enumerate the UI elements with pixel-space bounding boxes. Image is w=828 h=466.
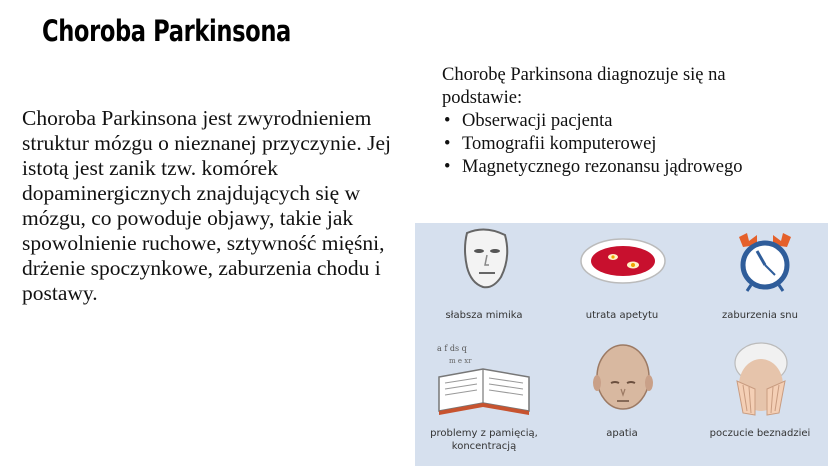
svg-text:m e xr: m e xr (449, 357, 472, 365)
symptom-card (553, 341, 691, 459)
bald-head-icon (591, 343, 655, 419)
diagnosis-section (442, 64, 802, 179)
diagnosis-list (442, 110, 802, 179)
description-text: Choroba Parkinsona jest zwyrodnieniem struktur mózgu o nieznanej przyczynie. Jej istotą jest zanik tzw. komórek dopaminergicznych znajdujących się w mózgu, co powoduje objawy, takie jak spowolnienie ruchowe, sztywność mięśni, drżenie spoczynkowe, zaburzenia chodu i postawy. (22, 106, 391, 305)
diagnosis-item: • Magnetycznego rezonansu jądrowego (442, 156, 802, 179)
symptom-label: utrata apetytu (585, 310, 659, 321)
symptom-card (415, 223, 553, 341)
symptom-label: problemy z pamięcią, koncentracją (430, 428, 538, 452)
book-icon (431, 341, 541, 417)
symptom-label: poczucie beznadziei (709, 428, 811, 439)
diagnosis-item: • Obserwacji pacjenta (442, 110, 802, 133)
soup-bowl-icon (579, 235, 667, 287)
symptom-card (691, 341, 828, 459)
symptoms-panel (415, 223, 828, 466)
symptom-label: apatia (606, 428, 638, 439)
symptom-card (553, 223, 691, 341)
hands-over-face-icon (725, 341, 797, 421)
page-title: Choroba Parkinsona (42, 14, 291, 48)
symptom-label: zaburzenia snu (722, 310, 798, 321)
symptom-card (415, 341, 553, 459)
symptom-label: słabsza mimika (445, 310, 523, 321)
mask-icon (453, 227, 517, 291)
diagnosis-intro: Chorobę Parkinsona diagnozuje się na podstawie: (442, 65, 726, 108)
symptom-card (691, 223, 828, 341)
svg-text:a f ds q: a f ds q (437, 344, 467, 353)
diagnosis-item: • Tomografii komputerowej (442, 133, 802, 156)
alarm-clock-icon (733, 229, 797, 293)
